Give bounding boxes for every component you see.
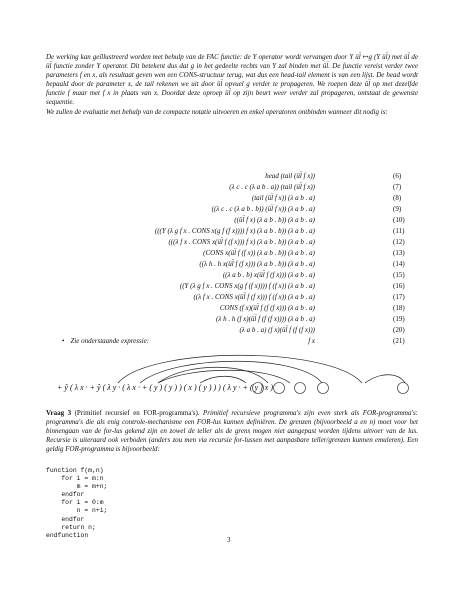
bullet-dot-icon: • bbox=[62, 337, 65, 345]
equation-expression: (λ a b . a) (f x)(ül̈ f (f (f x))) bbox=[239, 326, 315, 334]
equation-row bbox=[0, 271, 463, 282]
equation-number: (6) bbox=[393, 172, 402, 180]
equation-row bbox=[0, 249, 463, 260]
equation-expression: (tail (ül̈ f x)) (λ a b . a) bbox=[251, 194, 315, 202]
equation-expression: ((λ c . c (λ a b . b)) (ül̈ f x)) (λ a b . a) bbox=[211, 205, 315, 213]
equation-number: (16) bbox=[393, 282, 405, 290]
equation-number: (7) bbox=[393, 183, 402, 191]
binding-arc bbox=[365, 375, 405, 383]
equation-row bbox=[0, 326, 463, 337]
question-heading: Vraag 3 bbox=[46, 409, 72, 417]
equation-number: (18) bbox=[393, 304, 405, 312]
equation-expression: ((λ a b . b) x(ül̈ f (f x))) (λ a b . a) bbox=[222, 271, 315, 279]
binding-arc bbox=[200, 376, 246, 383]
equation-expression: head (tail (ül̈ f x)) bbox=[265, 172, 315, 180]
binding-arc bbox=[140, 361, 322, 383]
equation-number: (20) bbox=[393, 326, 405, 334]
equation-number: (11) bbox=[393, 227, 405, 235]
equation-number: (10) bbox=[393, 216, 405, 224]
question-body: Primitief recursieve programma's zijn even sterk als FOR-programma's: programma's die als enig controle-mechanisme een FOR-lus kunnen definiëren. De grenzen (bijvoorbeeld a en n) moet voor het binnengaan van de for-lus gekend zijn en zowel de teller als de grens mogen niet aangepast worden tijdens uitvoer van de lus. Recursie is uiteraard ook verboden (anders zou men via recursie for-lussen met aanpasbare teller/grenzen kunnen emuleren). Een geldig FOR-programma is bijvoorbeeld: bbox=[46, 409, 419, 454]
equation-expression: (((λ f x . CONS x(ül̈ f (f x))) f x) (λ a b . b)) (λ a b . a) bbox=[168, 238, 315, 246]
equation-expression: ((λ h . h x(ül̈ f (f x))) (λ a b . b)) (λ a b . a) bbox=[199, 260, 315, 268]
circled-variable bbox=[295, 383, 306, 394]
equation-row bbox=[0, 172, 463, 183]
equation-row bbox=[0, 293, 463, 304]
intro-paragraph-1: De werking kan geïllustreerd worden met behulp van de FAC functie: de Y operator wordt vervangen door Y ül̈ ↦g (Y ül̈) met ül̈ de ül̈ functie zonder Y operator. Dit betekent dus dat g in het gedeelte rechts van Y zal binden met ül̈. De functie vereist verder twee parameters f en x, als resultaat geven wen een CONS-structuur terug, wat dus een head-tail element is van een lijst. De head wordt bepaald door de parameter x, de tail rekenen we uit door ül̈ opvuel g verder te propageren. We roepen deze ül̈ op met dezelfde functie f maar met f x in plaats van x. Doordat deze oproep ül̈ op zijn beurt weer verder zal propageren, ontstaat de gewenste sequentie. bbox=[46, 53, 418, 107]
equation-expression: (λ h . h (f x)(ül̈ f (f (f x)))) (λ a b . a) bbox=[216, 315, 315, 323]
equation-number: (15) bbox=[393, 271, 405, 279]
circled-variable bbox=[318, 383, 329, 394]
equation-row bbox=[0, 304, 463, 315]
code-listing: function f(m,n) for i = m:n m = m+n; endfor for i = 0:m n = n+i; endfor return n; endfunction bbox=[46, 467, 108, 539]
equation-row bbox=[0, 227, 463, 238]
binding-arc bbox=[158, 367, 268, 383]
equation-number: (12) bbox=[393, 238, 405, 246]
equation-row bbox=[0, 238, 463, 249]
equation-row bbox=[0, 315, 463, 326]
equation-expression: f x bbox=[308, 337, 315, 345]
equation-row bbox=[0, 282, 463, 293]
equation-number: (14) bbox=[393, 260, 405, 268]
equation-row bbox=[0, 183, 463, 194]
equation-number: (19) bbox=[393, 315, 405, 323]
equation-number: (8) bbox=[393, 194, 402, 202]
equation-number: (9) bbox=[393, 205, 402, 213]
equation-number: (21) bbox=[393, 337, 405, 345]
circled-variable bbox=[398, 383, 409, 394]
page-number: 3 bbox=[227, 536, 231, 544]
intro-paragraph-2: We zullen de evaluatie met behulp van de compacte notatie uitvoeren en enkel operatoren ontbinden wanneer dit nodig is: bbox=[46, 107, 388, 116]
equation-expression: ((λ f x . CONS x(ül̈ f (f x))) f (f x)) (λ a b . a) bbox=[193, 293, 315, 301]
equation-number: (13) bbox=[393, 249, 405, 257]
equation-expression: CONS (f x)(ül̈ f (f (f x))) (λ a b . a) bbox=[219, 304, 315, 312]
question-section bbox=[46, 409, 418, 454]
equation-expression: ((Y (λ g f x . CONS x(g f (f x)))) f (f x)) (λ a b . a) bbox=[179, 282, 315, 290]
equation-row bbox=[0, 205, 463, 216]
equation-row bbox=[0, 194, 463, 205]
lambda-expression: + ŷ ( λ x · + ŷ ( λ y · ( λ x · + ( y ) ( y ) ) ( x ) ( y ) ) ) ( λ y · + ( y ) x ) bbox=[57, 383, 274, 392]
equation-row bbox=[0, 216, 463, 227]
bullet-text: Zie onderstaande expressie: bbox=[70, 337, 150, 345]
binding-arc bbox=[158, 370, 290, 383]
equation-expression: (((Y (λ g f x . CONS x(g f (f x)))) f x) (λ a b . b)) (λ a b . a) bbox=[154, 227, 315, 235]
equation-row bbox=[0, 260, 463, 271]
equation-expression: (λ c . c (λ a b . a)) (tail (ül̈ f x)) bbox=[229, 183, 315, 191]
intro-text bbox=[46, 53, 418, 117]
equation-expression: ((ül̈ f x) (λ a b . b)) (λ a b . a) bbox=[234, 216, 315, 224]
equation-number: (17) bbox=[393, 293, 405, 301]
circled-variable bbox=[274, 383, 285, 394]
question-title: (Primitief recursief en FOR-programma's). bbox=[74, 409, 200, 417]
equation-expression: (CONS x(ül̈ f (f x)) (λ a b . b)) (λ a b . a) bbox=[203, 249, 315, 257]
